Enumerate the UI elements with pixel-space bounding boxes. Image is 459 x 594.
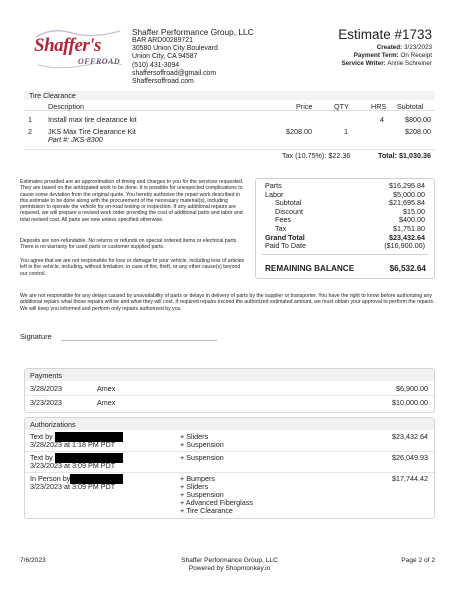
authorizations-header bbox=[25, 418, 434, 430]
auth-datetime: 3/23/2023 at 3:09 PM PDT bbox=[30, 482, 116, 491]
company-street: 30580 Union City Boulevard bbox=[132, 45, 218, 53]
auth-amount: $26,049.93 bbox=[392, 453, 428, 462]
created-date: 3/23/2023 bbox=[403, 44, 432, 51]
item-subtotal: $208.00 bbox=[405, 127, 431, 136]
totals-value: $15.00 bbox=[403, 206, 425, 216]
col-description: Description bbox=[48, 102, 84, 111]
auth-item: + Sliders bbox=[180, 482, 209, 491]
company-logo bbox=[32, 27, 127, 71]
divider bbox=[25, 395, 434, 396]
auth-item: + Suspension bbox=[180, 440, 224, 449]
logo-text: Shaffer's bbox=[34, 35, 101, 56]
payment-method: Amex bbox=[97, 398, 116, 407]
auth-amount: $23,432.64 bbox=[392, 432, 428, 441]
auth-datetime: 3/28/2023 at 1:18 PM PDT bbox=[30, 440, 116, 449]
totals-value: $5,000.00 bbox=[393, 189, 425, 199]
footer-date: 7/6/2023 bbox=[20, 557, 46, 564]
totals-value: $1,751.80 bbox=[393, 223, 425, 233]
item-number: 2 bbox=[28, 127, 32, 136]
disclaimer-deposits: Deposits are non-refundable. No returns or refunds on special ordered items or electrical parts. There is no warranty for used parts or customer supplied parts. bbox=[20, 238, 238, 251]
item-part-number: Part #: JKS-8300 bbox=[48, 135, 103, 144]
service-writer: Annie Schreiner bbox=[387, 60, 432, 67]
footer-powered-by[interactable]: Powered by Shopmonkey.io bbox=[188, 565, 271, 572]
payment-amount: $6,900.00 bbox=[396, 384, 428, 393]
totals-label: Fees bbox=[275, 215, 291, 225]
company-phone[interactable]: (510) 431-3094 bbox=[132, 61, 180, 69]
auth-item: + Sliders bbox=[180, 432, 209, 441]
auth-item: + Suspension bbox=[180, 490, 224, 499]
payment-amount: $10,000.00 bbox=[392, 398, 428, 407]
authorizations-title: Authorizations bbox=[30, 420, 76, 429]
disclaimer-liability: You agree that we are not responsible for loss or damage to your vehicle, including loss of articles left in the vehicle, including, without limitation, in case of fire, theft, or any other cause(s) beyond our control. bbox=[20, 258, 245, 277]
remaining-balance-label: REMAINING BALANCE bbox=[265, 264, 355, 273]
payments-title: Payments bbox=[30, 371, 62, 380]
payment-date: 3/23/2023 bbox=[30, 398, 62, 407]
totals-value: $400.00 bbox=[399, 215, 425, 225]
remaining-balance-value: $6,532.64 bbox=[389, 264, 426, 273]
service-total: Total: $1,030.36 bbox=[378, 151, 431, 160]
auth-item: + Bumpers bbox=[180, 474, 215, 483]
divider bbox=[25, 472, 434, 473]
totals-value: $23,432.64 bbox=[389, 232, 425, 242]
payment-term: On Receipt bbox=[400, 52, 432, 59]
payments-section bbox=[24, 368, 435, 413]
payment-method: Amex bbox=[97, 384, 116, 393]
auth-method: In Person by bbox=[30, 474, 71, 483]
footer-center bbox=[0, 557, 459, 573]
auth-datetime: 3/23/2023 at 3:09 PM PDT bbox=[30, 461, 116, 470]
divider bbox=[262, 254, 428, 255]
service-writer-label: Service Writer: bbox=[341, 60, 386, 67]
payment-term-label: Payment Term: bbox=[353, 52, 399, 59]
auth-item: + Advanced Fiberglass bbox=[180, 498, 253, 507]
item-price: $208.00 bbox=[286, 127, 312, 136]
totals-label: Discount bbox=[275, 206, 303, 216]
service-title: Tire Clearance bbox=[29, 91, 76, 100]
company-info bbox=[132, 27, 272, 86]
item-description: JKS Max Tire Clearance Kit bbox=[48, 127, 136, 136]
service-section bbox=[24, 91, 435, 164]
auth-amount: $17,744.42 bbox=[392, 474, 428, 483]
company-bar-number: BAR ARD00289721 bbox=[132, 37, 193, 44]
estimate-meta bbox=[341, 44, 432, 68]
col-qty: QTY bbox=[334, 102, 349, 111]
totals-label: Paid To Date bbox=[265, 241, 307, 251]
disclaimer-delays: We are not responsible for any delays caused by unavailability of parts or delays in delivery of parts by the supplier or transporter. You have the right to know before authorizing any additional repairs what those repairs will be and what they will cost. If required repairs exceed the authorized estimated amount, we must obtain your approval to perform the repairs. We will keep you informed and perform only repairs authorized by you. bbox=[20, 293, 435, 312]
footer-page-number: Page 2 of 2 bbox=[401, 557, 435, 564]
totals-label: Tax bbox=[275, 223, 287, 233]
disclaimer-estimates: Estimates provided are an approximation of timing and charges to you for the services requested. They are based on the anticipated work to be done. It is possible for unexpected complications to cause some deviation from the original quote. You hereby authorize the repair work described in this estimate to be done along with the procurement of the necessary material(s), including permission to operate the vehicle for on-road testing or inspection. If any additional repairs are required, we will prepare a revised work order providing the cost of additional parts and labor and total revised cost. All parts are new unless specified otherwise. bbox=[20, 179, 244, 223]
auth-method: Text by bbox=[30, 453, 53, 462]
company-website[interactable]: Shaffersoffroad.com bbox=[132, 78, 194, 86]
item-qty: 1 bbox=[344, 127, 348, 136]
auth-method: Text by bbox=[30, 432, 53, 441]
totals-label: Labor bbox=[265, 189, 284, 199]
col-price: Price bbox=[296, 102, 313, 111]
signature-label: Signature bbox=[20, 332, 52, 341]
footer-company: Shaffer Performance Group, LLC bbox=[181, 557, 278, 564]
totals-value: ($16,900.00) bbox=[384, 241, 425, 251]
company-email[interactable]: shaffersoffroad@gmail.com bbox=[132, 69, 217, 77]
logo-subtext: OFFROAD bbox=[78, 57, 121, 66]
item-subtotal: $800.00 bbox=[405, 115, 431, 124]
auth-item: + Tire Clearance bbox=[180, 506, 233, 515]
payment-date: 3/28/2023 bbox=[30, 384, 62, 393]
tax-line: Tax (10.75%): $22.36 bbox=[282, 151, 351, 160]
service-section-header bbox=[24, 91, 435, 100]
totals-summary bbox=[255, 178, 435, 279]
totals-rows bbox=[265, 182, 425, 251]
totals-label: Subtotal bbox=[275, 198, 302, 208]
col-hrs: HRS bbox=[371, 102, 387, 111]
created-label: Created: bbox=[376, 44, 403, 51]
item-hrs: 4 bbox=[380, 115, 384, 124]
payments-header bbox=[25, 369, 434, 381]
auth-item: + Suspension bbox=[180, 453, 224, 462]
company-city: Union City, CA 94587 bbox=[132, 53, 198, 61]
company-name: Shaffer Performance Group, LLC bbox=[132, 27, 254, 37]
item-number: 1 bbox=[28, 115, 32, 124]
totals-row-paid bbox=[265, 242, 425, 251]
estimate-title: Estimate #1733 bbox=[338, 27, 432, 42]
divider bbox=[25, 451, 434, 452]
totals-label: Grand Total bbox=[265, 232, 305, 242]
signature-line[interactable] bbox=[61, 340, 217, 341]
totals-value: $21,695.84 bbox=[389, 198, 425, 208]
totals-label: Parts bbox=[265, 181, 282, 190]
divider bbox=[24, 149, 435, 150]
col-subtotal: Subtotal bbox=[397, 102, 424, 111]
authorizations-section bbox=[24, 417, 435, 519]
totals-value: $16,295.84 bbox=[389, 181, 425, 190]
item-description: Install max tire clearance kit bbox=[48, 115, 137, 124]
